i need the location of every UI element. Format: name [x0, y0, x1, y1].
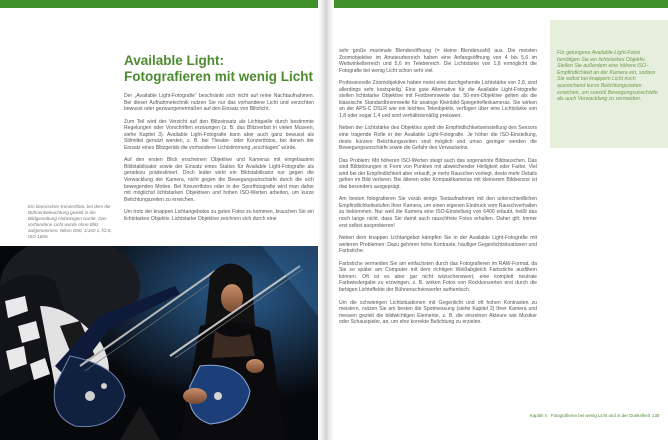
body-paragraph: Der „Available Light-Fotografie“ beschränkt sich nicht auf reine Nachtaufnahmen. Bei dieser Aufnahmetechnik nutzen Sie nur das vorhandene Licht und verzichten bewusst oder gezwungenermaßen auf den Einsatz von Blitzlicht. — [124, 93, 314, 113]
page-number: 135 — [652, 413, 660, 418]
body-paragraph: Farbstiche vermeiden Sie am einfachsten durch das Fotografieren im RAW-Format, da Sie so später am Computer mit dem richtigen Weißabgleich Farbstiche ausfiltern können. Oft ist es aber gar nicht wünschenswert, eine komplett neutrale Farbwiedergabe zu erzwingen, z. B. wirken Fotos von Rockkonzerten erst durch die farbigen Lichteffekte der Bühnenscheinwerfer authentisch. — [339, 260, 537, 293]
page-title: Available Light: Fotografieren mit wenig Licht — [124, 53, 314, 84]
left-text-column — [124, 93, 314, 228]
right-page-top-bar — [334, 0, 668, 8]
body-paragraph: Um die schwierigen Lichtsituationen mit Gegenlicht und oft hohen Kontrasten zu meistern, nutzen Sie am besten die Spotmessung (siehe Kapitel 2) Ihrer Kamera und messen gezielt die bildwichtigen Elemente, z. B. die einzelnen Akteure wie Musiker oder Schauspieler, an, um eine korrekte Belichtung zu erzielen. — [339, 299, 537, 326]
body-paragraph: Zum Teil wird der Verzicht auf den Blitzeinsatz als Lichtquelle durch bestimmte Regelungen oder Vorschriften erzwungen (z. B. das Blitzverbot in vielen Museen, siehe Kapitel 3). Available Light-Fotografie kann aber auch ganz bewusst als Stilmittel genutzt werden, z. B. bei Theater- oder Konzertfotos, bei denen der Einsatz eines Blitzgeräts die vorhandene Lichtstimmung „erschlagen“ würde. — [124, 118, 314, 151]
body-paragraph: sehr große maximale Blendenöffnung (= kleine Blendenzahl) aus. Die meisten Zoomobjektive im Amateurbereich haben eine Anfangsöffnung von 4 bis 5,6 im Weitwinkelbereich und 5,6 im Telebereich. Die Lichtstärke von 1,8 ermöglicht die Fotografie bei wenig Licht schon sehr viel. — [339, 48, 537, 74]
body-paragraph: Neben der Lichtstärke des Objektivs spielt die Empfindlichkeitseinstellung des Sensors eine tragende Rolle in der Available Light-Fotografie. Je höher die ISO-Einstellung, desto kürzere Belichtungszeiten sind möglich und umso geringer werden die Bewegungsunschärfe sowie die Gefahr des Verwackelns. — [339, 125, 537, 152]
left-page-top-bar — [0, 0, 318, 8]
sidebar-quote: Für gelungene Available-Light-Fotos benötigen Sie ein lichtstarkes Objektiv. Stellen Sie außerdem eine höhere ISO-Empfindlichkeit an der Kamera ein, sodass Sie selbst bei knappem Licht noch ausreichend kurze Belichtungszeiten erreichen, um sowohl Bewegungsunschärfe als auch Verwacklung zu vermeiden. — [557, 50, 658, 103]
right-text-column — [339, 48, 537, 332]
body-paragraph: Um trotz der knappen Lichtangebotes zu guten Fotos zu kommen, brauchen Sie ein lichtstarkes Objektiv. Lichtstarke Objektive zeichnen sich durch eine — [124, 209, 314, 222]
body-paragraph: Professionelle Zoomobjektive haben meist eine durchgehende Lichtstärke von 2,8, sind allerdings sehr kostspielig. Eine gute Alternative für die Available Light-Fotografie stellen lichtstarke Objektive mit Festbrennweite dar. 50-mm-Objektive gelten als die klassische Standardbrennweite für analoge Kleinbild-Spiegelreflexkameras. Sie wirken an der APS-C DSLR wie ein leichtes Teleobjektiv, verfügen über eine Lichtstärke von 1,8 oder sogar 1,4 und sind verhältnismäßig preiswert. — [339, 80, 537, 119]
photo-caption: Ein klassisches Konzertfoto, bei dem die Bühnenbeleuchtung gezielt in die Bildgestaltung einbezogen wurde. Das vorhandene Licht wurde ohne Blitz aufgenommen. Nikon D90, 1/160 s, f/2.8, ISO 1600. — [28, 204, 112, 239]
chapter-footer: Kapitel 4 · Fotografieren bei wenig Licht und in der Dunkelheit — [529, 413, 650, 418]
book-gutter — [318, 0, 334, 440]
body-paragraph: Neben dem knappen Lichtangebot kämpfen Sie in der Available Light-Fotografie mit weiteren Problemen: Dazu gehören hohe Kontraste, häufiger Gegenlichtsituationen und Farbstiche. — [339, 235, 537, 255]
body-paragraph: Auf den ersten Blick erscheinen Objektive und Kameras mit eingebautem Bildstabilisator sowie der Einsatz eines Stativs für Available Light-Fotografie als geradezu prädestiniert. Doch leider wirkt ein Bildstabilisator nur gegen die Verwacklung der Kamera, nicht gegen die Bewegungsunschärfe durch die sich bewegenden Motive. Bei Konzertfotos oder in der Sportfotografie wird man daher mit möglichst lichtstarken Objektiven und hohen ISO-Werten arbeiten, um kurze Belichtungszeiten zu erreichen. — [124, 157, 314, 203]
body-paragraph: Das Problem: Mit höheren ISO-Werten steigt auch das sogenannte Bildrauschen. Das sind Bildstörungen in Form von Punkten mit abweichender Helligkeit oder Farbe. Viel wird bei der Empfindlichkeit aber erkauft, je mehr Rauschen vorliegt, desto mehr Details gehen im Bild verloren. Bei älteren oder Kompaktkameras mit kleinerem Bildsensor ist das besonders ausgeprägt. — [339, 157, 537, 190]
body-paragraph: Am besten fotografieren Sie vorab einige Testaufnahmen mit den unterschiedlichen Empfindlichkeitsstufen Ihrer Kamera, um einen eigenen Eindruck vom Rauschverhalten zu bekommen. Nur weil die Kamera eine ISO-Einstellung von 6400 erlaubt, heißt das noch lange nicht, dass Sie damit auch rauschfreie Fotos erhalten. Daher gilt: Immer erst selbst ausprobieren! — [339, 196, 537, 229]
concert-photo — [0, 246, 318, 440]
